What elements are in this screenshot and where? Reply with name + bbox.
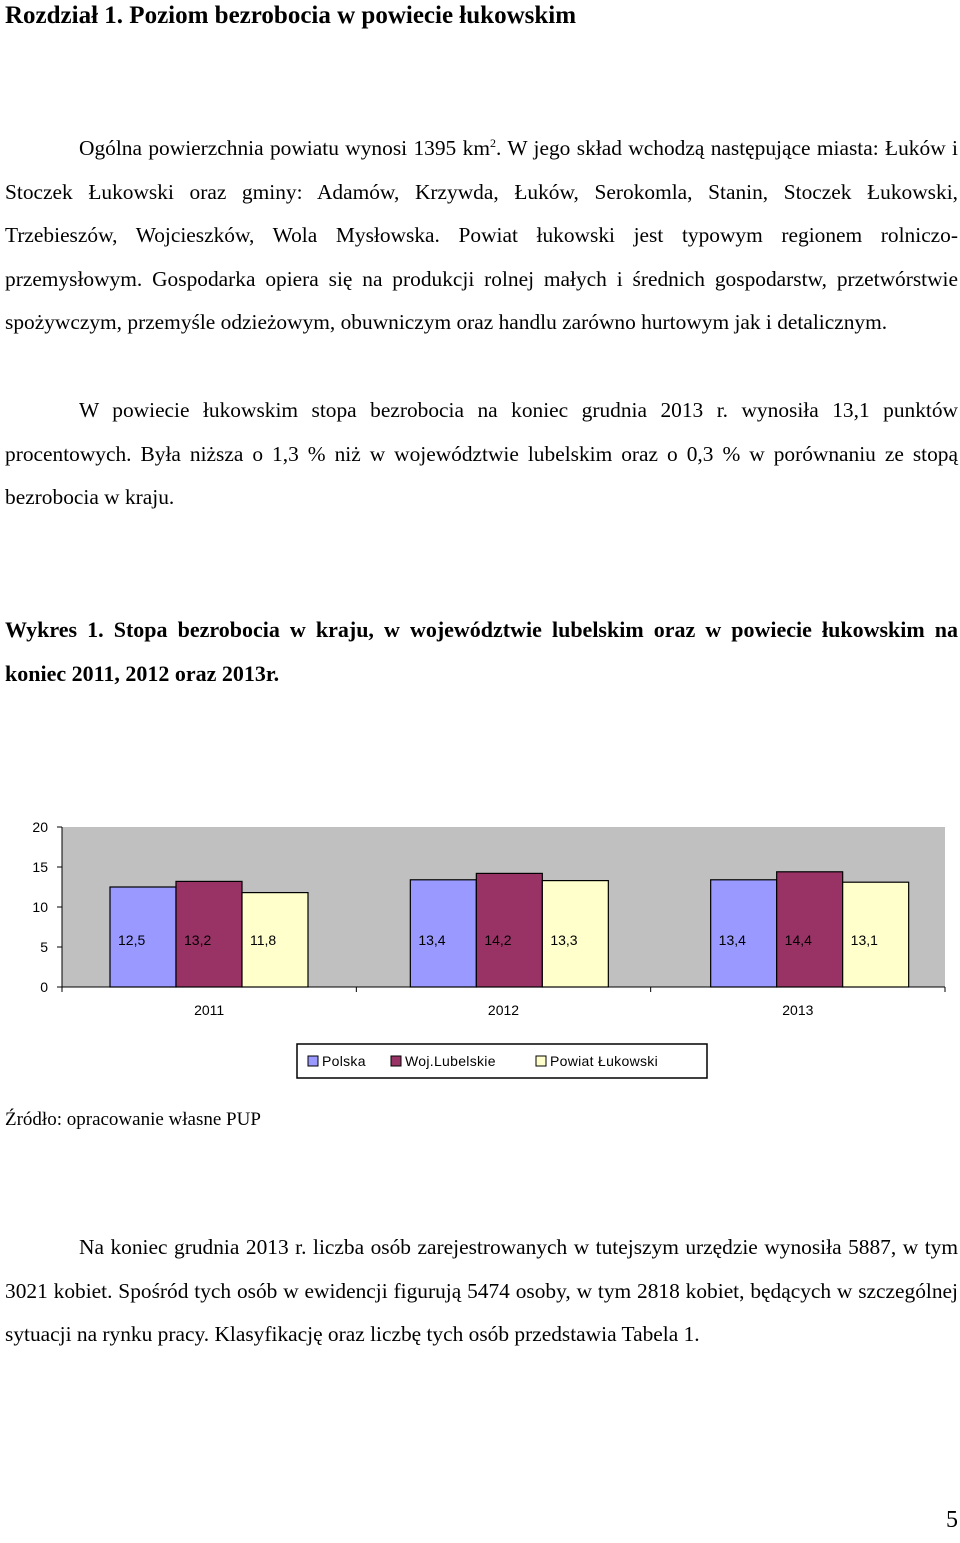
bar-data-label: 12,5 <box>118 932 146 948</box>
bar <box>777 872 843 987</box>
bar-data-label: 14,4 <box>784 932 812 948</box>
registered-text: Na koniec grudnia 2013 r. liczba osób zarejestrowanych w tutejszym urzędzie wynosiła 5887, w tym 3021 kobiet. Spośród tych osób w ewidencji figurują 5474 osoby, w tym 2818 kobiet, będących w szczególnej sytuacji na rynku pracy. Klasyfikację oraz liczbę tych osób przedstawia Tabela 1. <box>5 1235 958 1347</box>
y-tick-label: 0 <box>40 979 48 995</box>
bar-data-label: 13,1 <box>850 932 878 948</box>
bar-data-label: 14,2 <box>484 932 512 948</box>
y-tick-label: 5 <box>40 939 48 955</box>
unemployment-rate-paragraph <box>5 389 958 520</box>
intro-paragraph <box>5 127 958 345</box>
intro-text-after-sup: . W jego skład wchodzą następujące miasta: Łuków i Stoczek Łukowski oraz gminy: Adamów, Krzywda, Łuków, Serokomla, Stanin, Stoczek Łukowski, Trzebieszów, Wojcieszków, Wola Mysłowska. Powiat łukowski jest typowym regionem rolniczo-przemysłowym. Gospodarka opiera się na produkcji rolnej małych i średnich gospodarstw, przetwórstwie spożywczym, przemyśle odzieżowym, obuwniczym oraz handlu zarówno hurtowym jak i detalicznym. <box>5 136 958 335</box>
x-category-label: 2011 <box>194 1002 225 1018</box>
bar-data-label: 13,3 <box>550 932 578 948</box>
y-tick-label: 10 <box>32 899 48 915</box>
km-superscript: 2 <box>489 135 496 150</box>
source-note: Źródło: opracowanie własne PUP <box>5 1109 261 1130</box>
bar-data-label: 11,8 <box>250 932 277 948</box>
x-category-label: 2012 <box>487 1002 520 1018</box>
x-category-label: 2013 <box>782 1002 814 1018</box>
legend-label: Woj.Lubelskie <box>405 1053 496 1069</box>
chart-caption: Wykres 1. Stopa bezrobocia w kraju, w województwie lubelskim oraz w powiecie łukowskim na koniec 2011, 2012 oraz 2013r. <box>5 617 958 686</box>
unemployment-chart <box>0 800 960 1090</box>
intro-text-before-sup: Ogólna powierzchnia powiatu wynosi 1395 km <box>79 136 490 160</box>
registered-paragraph <box>5 1226 958 1357</box>
bar <box>476 873 542 987</box>
y-tick-label: 20 <box>32 819 48 835</box>
bar-data-label: 13,2 <box>184 932 212 948</box>
unemployment-rate-text: W powiecie łukowskim stopa bezrobocia na koniec grudnia 2013 r. wynosiła 13,1 punktów procentowych. Była niższa o 1,3 % niż w województwie lubelskim oraz o 0,3 % w porównaniu ze stopą bezrobocia w kraju. <box>5 398 958 510</box>
chapter-heading: Rozdział 1. Poziom bezrobocia w powiecie łukowskim <box>5 2 577 29</box>
bar-data-label: 13,4 <box>418 932 446 948</box>
legend-label: Powiat Łukowski <box>550 1053 658 1069</box>
legend-label: Polska <box>322 1053 366 1069</box>
legend-swatch <box>308 1056 318 1066</box>
bar-data-label: 13,4 <box>718 932 746 948</box>
page-number: 5 <box>946 1507 958 1533</box>
y-tick-label: 15 <box>32 859 48 875</box>
legend-swatch <box>391 1056 401 1066</box>
legend-swatch <box>536 1056 546 1066</box>
